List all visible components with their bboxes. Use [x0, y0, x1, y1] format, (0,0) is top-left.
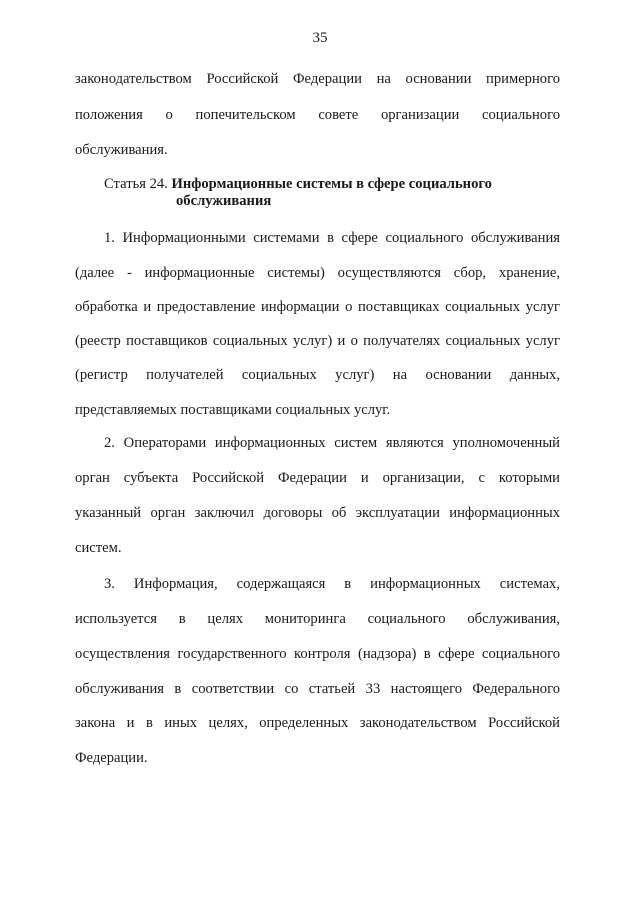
clause-1-line-2: (далее - информационные системы) осуществляются сбор, хранение,: [75, 265, 560, 281]
clause-1-line-4: (реестр поставщиков социальных услуг) и о получателях социальных услуг: [75, 333, 560, 349]
clause-2-line-3: указанный орган заключил договоры об эксплуатации информационных: [75, 505, 560, 521]
intro-line-2: положения о попечительском совете организации социального: [75, 107, 560, 123]
clause-2-line-4: систем.: [75, 540, 122, 556]
intro-line-3: обслуживания.: [75, 142, 168, 158]
article-heading: [104, 176, 560, 209]
clause-3-line-5: закона и в иных целях, определенных законодательством Российской: [75, 715, 560, 731]
clause-1-line-1: 1. Информационными системами в сфере социального обслуживания: [104, 230, 560, 246]
clause-3-line-1: 3. Информация, содержащаяся в информационных системах,: [104, 576, 560, 592]
clause-1-line-6: представляемых поставщиками социальных услуг.: [75, 402, 391, 418]
clause-2-line-2: орган субъекта Российской Федерации и организации, с которыми: [75, 470, 560, 486]
intro-line-1: законодательством Российской Федерации на основании примерного: [75, 71, 560, 87]
clause-1-line-5: (регистр получателей социальных услуг) на основании данных,: [75, 367, 560, 383]
clause-3-line-4: обслуживания в соответствии со статьей 33 настоящего Федерального: [75, 681, 560, 697]
article-title-line-1: Информационные системы в сфере социального: [171, 176, 492, 192]
article-title-line-2: обслуживания: [176, 193, 272, 209]
page-number: 35: [312, 30, 328, 46]
clause-3-line-6: Федерации.: [75, 750, 148, 766]
clause-3-line-2: используется в целях мониторинга социального обслуживания,: [75, 611, 560, 627]
clause-3-line-3: осуществления государственного контроля (надзора) в сфере социального: [75, 646, 560, 662]
clause-2-line-1: 2. Операторами информационных систем являются уполномоченный: [104, 435, 560, 451]
article-prefix: Статья 24.: [104, 176, 168, 192]
clause-1-line-3: обработка и предоставление информации о поставщиках социальных услуг: [75, 299, 560, 315]
